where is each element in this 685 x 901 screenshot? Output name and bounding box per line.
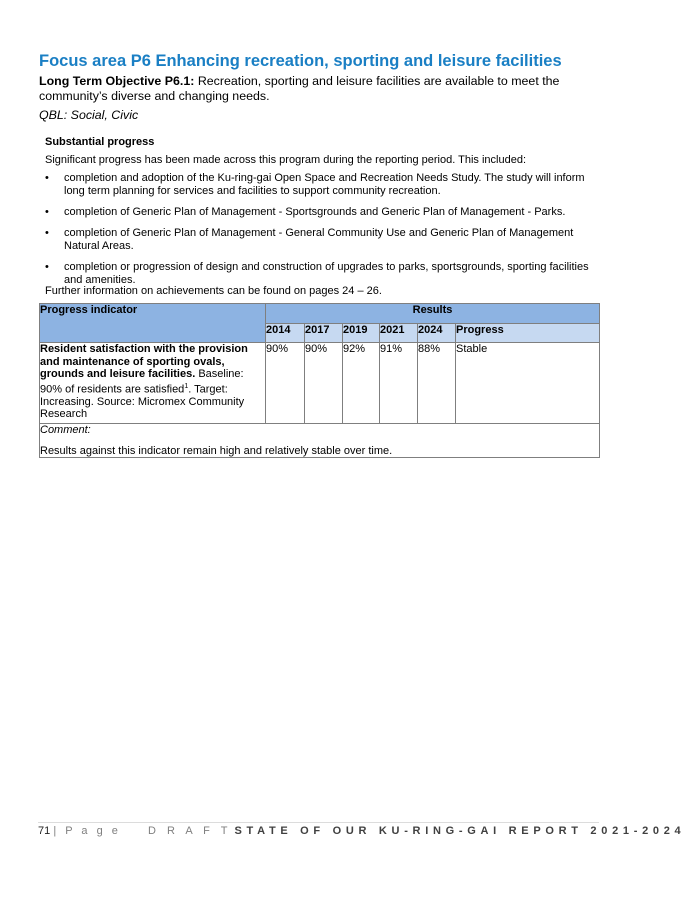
- comment-row: [40, 424, 600, 458]
- progress-bullet-list: [45, 172, 590, 295]
- page-footer: [38, 825, 685, 837]
- header-progress: Progress: [456, 324, 600, 343]
- footnote-marker: 1: [184, 382, 189, 390]
- further-info: Further information on achievements can be found on pages 24 – 26.: [45, 285, 382, 297]
- page-label: | P a g e: [53, 825, 121, 837]
- objective-label: Long Term Objective P6.1:: [39, 74, 195, 88]
- value-cell: 91%: [380, 343, 418, 424]
- objective-text: Recreation, sporting and leisure facilities are available to meet the community’s diverse and changing needs.: [39, 74, 560, 103]
- comment-text: Results against this indicator remain high and relatively stable over time.: [40, 445, 393, 457]
- bullet-item: • completion of Generic Plan of Management - Sportsgrounds and Generic Plan of Management - Parks.: [45, 206, 590, 219]
- progress-heading: Substantial progress: [45, 136, 155, 148]
- progress-indicator-table: [39, 303, 600, 458]
- value-cell: 88%: [418, 343, 456, 424]
- value-cell: 90%: [305, 343, 343, 424]
- indicator-target: . Target: Increasing. Source: Micromex Community Research: [40, 383, 245, 421]
- header-progress-indicator: Progress indicator: [40, 304, 266, 343]
- header-year: 2017: [305, 324, 343, 343]
- report-title: STATE OF OUR KU-RING-GAI REPORT 2021-2024: [234, 825, 685, 837]
- qbl-line: QBL: Social, Civic: [39, 108, 139, 122]
- value-cell: 90%: [266, 343, 305, 424]
- value-cell: 92%: [343, 343, 380, 424]
- indicator-baseline: Baseline: 90% of residents are satisfied: [40, 368, 244, 396]
- header-year: 2021: [380, 324, 418, 343]
- page-title: Focus area P6 Enhancing recreation, sporting and leisure facilities: [39, 52, 562, 70]
- header-year: 2024: [418, 324, 456, 343]
- page-number: 71: [38, 825, 51, 837]
- progress-value-cell: Stable: [456, 343, 600, 424]
- draft-label: D R A F T: [147, 825, 232, 837]
- objective-paragraph: [39, 74, 599, 104]
- comment-label: Comment:: [40, 424, 91, 436]
- header-year: 2014: [266, 324, 305, 343]
- header-results: Results: [266, 304, 600, 324]
- header-year: 2019: [343, 324, 380, 343]
- bullet-item: • completion or progression of design and construction of upgrades to parks, sportsgrounds, sporting facilities and amenities.: [45, 261, 590, 287]
- footer-divider: [38, 822, 599, 823]
- bullet-item: • completion of Generic Plan of Management - General Community Use and Generic Plan of Management Natural Areas.: [45, 227, 590, 253]
- table-row: [40, 343, 600, 424]
- bullet-item: • completion and adoption of the Ku-ring-gai Open Space and Recreation Needs Study. The study will inform long term planning for services and facilities to support community recreation.: [45, 172, 590, 198]
- comment-cell: [40, 424, 600, 458]
- indicator-cell: [40, 343, 266, 424]
- progress-intro: Significant progress has been made across this program during the reporting period. This included:: [45, 154, 527, 166]
- indicator-title: Resident satisfaction with the provision and maintenance of sporting ovals, grounds and leisure facilities.: [40, 343, 248, 380]
